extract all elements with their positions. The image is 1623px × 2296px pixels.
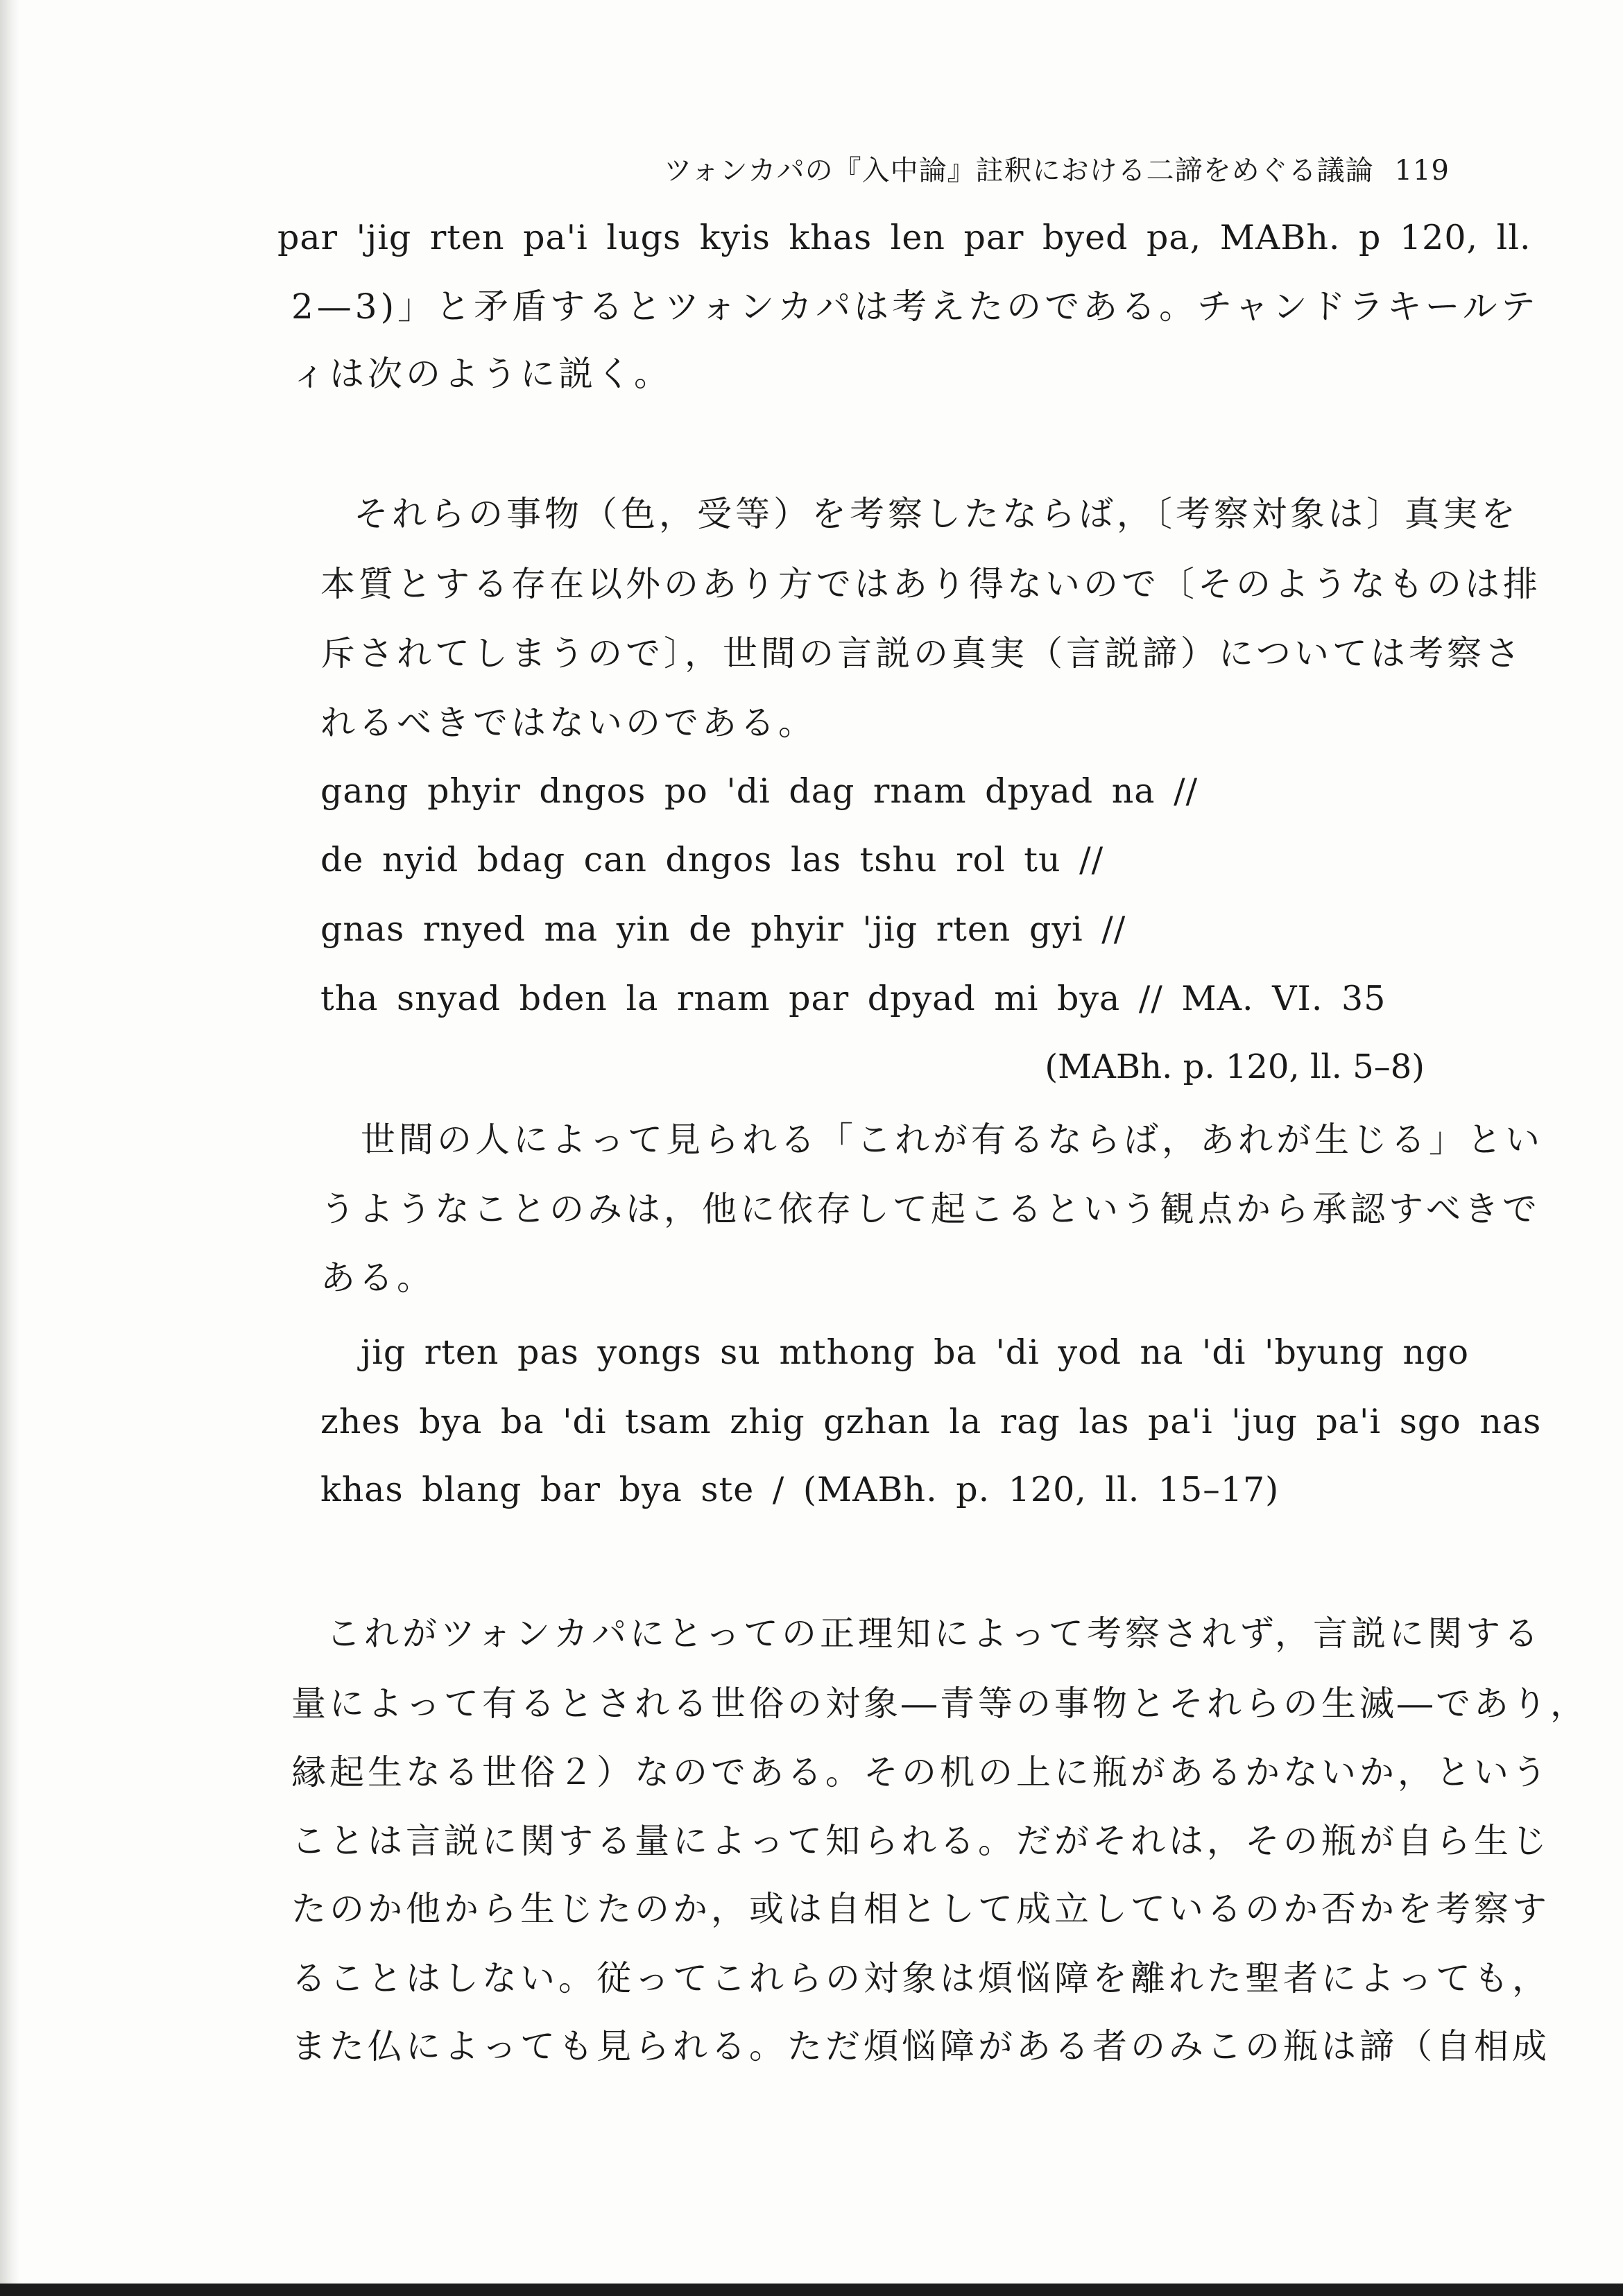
tibetan-verse-line: de nyid bdag can dngos las tshu rol tu // — [320, 840, 1104, 880]
body-line: par 'jig rten pa'i lugs kyis khas len par byed pa, MABh. p 120, ll. — [277, 218, 1531, 257]
body-line: ィは次のように説く。 — [291, 354, 672, 394]
quote-line: 本質とする存在以外のあり方ではあり得ないので〔そのようなものは排 — [320, 564, 1541, 604]
quote-line: それらの事物（色，受等）を考察したならば，〔考察対象は〕真実を — [354, 494, 1519, 534]
tibetan-verse-line: tha snyad bden la rnam par dpyad mi bya // MA. VI. 35 — [320, 979, 1386, 1018]
citation: (MABh. p. 120, ll. 5–8) — [1045, 1047, 1425, 1086]
scan-border-bottom — [0, 2284, 1623, 2296]
tibetan-verse-line: gang phyir dngos po 'di dag rnam dpyad na // — [320, 771, 1199, 811]
quote-line: ある。 — [320, 1258, 435, 1298]
running-header — [603, 148, 1450, 188]
running-title: ツォンカパの『入中論』註釈における二諦をめぐる議論 — [664, 155, 1374, 187]
body-line: また仏によっても見られる。ただ煩悩障がある者のみこの瓶は諦（自相成 — [291, 2026, 1550, 2066]
tibetan-prose-line: jig rten pas yongs su mthong ba 'di yod na 'di 'byung ngo — [361, 1333, 1469, 1372]
tibetan-prose-line: zhes bya ba 'di tsam zhig gzhan la rag las pa'i 'jug pa'i sgo nas — [320, 1402, 1542, 1441]
body-line: ることはしない。従ってこれらの対象は煩悩障を離れた聖者によっても， — [291, 1958, 1550, 1998]
quote-line: うようなことのみは，他に依存して起こるという観点から承認すべきで — [320, 1189, 1540, 1229]
tibetan-verse-line: gnas rnyed ma yin de phyir 'jig rten gyi // — [320, 909, 1126, 949]
quote-line: 世間の人によって見られる「これが有るならば，あれが生じる」とい — [361, 1120, 1543, 1160]
body-line: これがツォンカパにとっての正理知によって考察されず，言説に関する — [326, 1613, 1542, 1654]
scan-shadow-left — [0, 0, 19, 2296]
body-line: ことは言説に関する量によって知られる。だがそれは，その瓶が自ら生じ — [291, 1821, 1550, 1861]
body-line: 縁起生なる世俗２）なのである。その机の上に瓶があるかないか，という — [291, 1752, 1550, 1792]
body-line: 2—3)」と矛盾するとツォンカパは考えたのである。チャンドラキールテ — [291, 286, 1539, 327]
body-line: 量によって有るとされる世俗の対象―青等の事物とそれらの生滅―であり， — [291, 1684, 1588, 1724]
page-number: 119 — [1394, 155, 1450, 187]
quote-line: 斥されてしまうので〕，世間の言説の真実（言説諦）については考察さ — [320, 633, 1523, 674]
body-line: たのか他から生じたのか，或は自相として成立しているのか否かを考察す — [291, 1889, 1550, 1929]
tibetan-prose-line: khas blang bar bya ste / (MABh. p. 120, ll. 15–17) — [320, 1470, 1280, 1509]
quote-line: れるべきではないのである。 — [320, 703, 816, 743]
